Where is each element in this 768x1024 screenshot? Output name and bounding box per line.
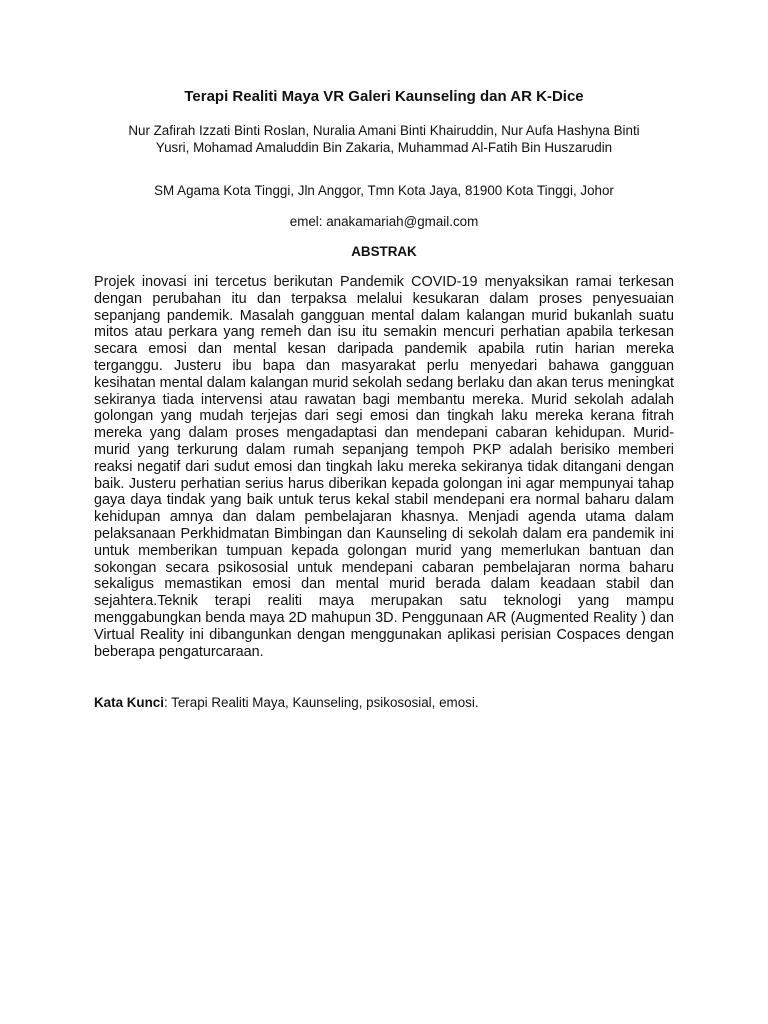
- abstract-body: Projek inovasi ini tercetus berikutan Pandemik COVID-19 menyaksikan ramai terkesan dengan perubahan itu dan terpaksa melalui kesukaran dalam proses penyesuaian sepanjang pandemik. Masalah gangguan mental dalam kalangan murid bukanlah suatu mitos atau perkara yang remeh dan isu itu semakin mencuri perhatian apabila terkesan secara emosi dan mental kesan daripada pandemik apabila rutin harian mereka terganggu. Justeru ibu bapa dan masyarakat perlu menyedari bahawa gangguan kesihatan mental dalam kalangan murid sekolah sedang berlaku dan akan terus meningkat sekiranya tiada intervensi atau rawatan bagi membantu mereka. Murid sekolah adalah golongan yang mudah terjejas dari segi emosi dan tingkah laku mereka kerana fitrah mereka yang dalam proses mengadaptasi dan mendepani cabaran kehidupan. Murid-murid yang terkurung dalam rumah sepanjang tempoh PKP adalah berisiko memberi reaksi negatif dari sudut emosi dan tingkah laku mereka sekiranya tidak ditangani dengan baik. Justeru perhatian serius harus diberikan kepada golongan ini agar mempunyai tahap gaya daya tindak yang baik untuk terus kekal stabil mendepani era normal baharu dalam kehidupan amnya dan dalam pembelajaran khasnya. Menjadi agenda utama dalam pelaksanaan Perkhidmatan Bimbingan dan Kaunseling di sekolah dalam era pandemik ini untuk memberikan tumpuan kepada golongan murid yang memerlukan bantuan dan sokongan secara psikososial untuk mendepani cabaran pembelajaran norma baharu sekaligus memastikan emosi dan mental murid berada dalam keadaan stabil dan sejahtera.Teknik terapi realiti maya merupakan satu teknologi yang mampu menggabungkan benda maya 2D mahupun 3D. Penggunaan AR (Augmented Reality ) dan Virtual Reality ini dibangunkan dengan menggunakan aplikasi perisian Cospaces dengan beberapa pengaturcaraan.: [94, 274, 674, 660]
- keywords-line: [94, 695, 674, 710]
- affiliation: SM Agama Kota Tinggi, Jln Anggor, Tmn Kota Jaya, 81900 Kota Tinggi, Johor: [154, 183, 614, 198]
- keywords-label: Kata Kunci: [94, 695, 164, 710]
- abstract-heading: ABSTRAK: [351, 244, 417, 259]
- author-list: [100, 122, 668, 156]
- contact-email: emel: anakamariah@gmail.com: [289, 214, 479, 229]
- keywords-text: : Terapi Realiti Maya, Kaunseling, psikososial, emosi.: [163, 695, 479, 710]
- paper-title: Terapi Realiti Maya VR Galeri Kaunseling dan AR K-Dice: [184, 88, 584, 105]
- author-line-1: Nur Zafirah Izzati Binti Roslan, Nuralia Amani Binti Khairuddin, Nur Aufa Hashyna Binti: [128, 123, 640, 138]
- author-line-2: Yusri, Mohamad Amaluddin Bin Zakaria, Muhammad Al-Fatih Bin Huszarudin: [155, 140, 613, 155]
